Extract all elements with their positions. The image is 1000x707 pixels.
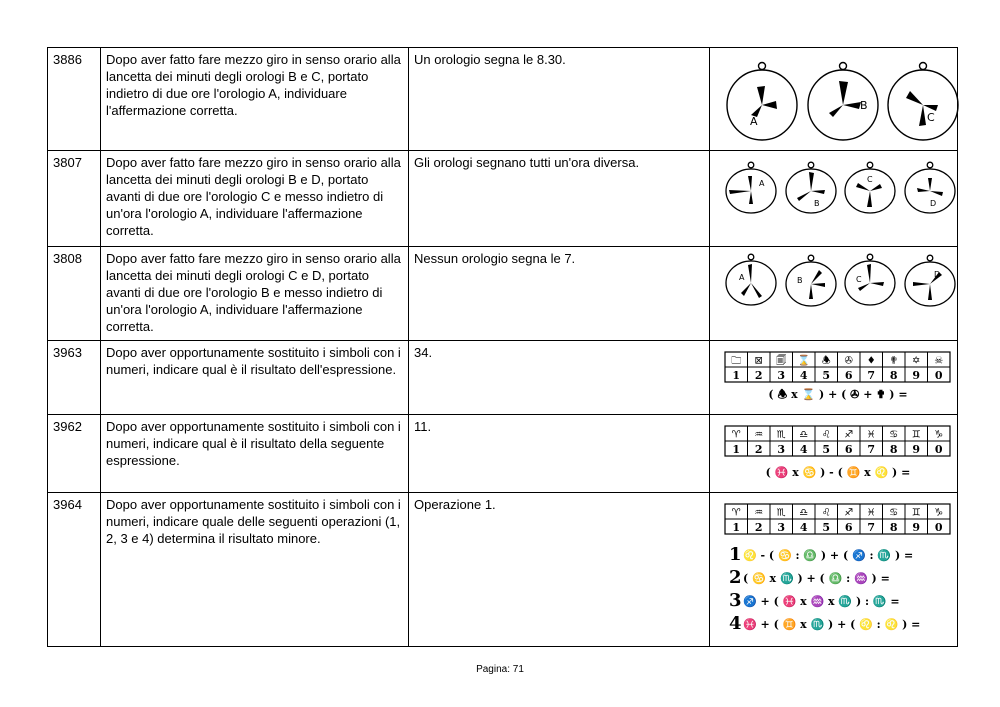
question-text: Dopo aver fatto fare mezzo giro in senso orario alla lancetta dei minuti degli orologi C e D, portato avanti di due ore l'orologio B e messo indietro di un'ora l'orologio A, individuare l'affermazione corretta. [101, 247, 409, 341]
table-row [48, 341, 958, 415]
symbol-cell: ♈ [731, 429, 741, 441]
question-id: 3964 [48, 493, 101, 647]
number-cell: 3 [777, 521, 786, 534]
table-row [48, 48, 958, 151]
number-cell: 1 [732, 521, 741, 534]
table-row [48, 151, 958, 247]
number-cell: 0 [934, 521, 943, 534]
question-id: 3807 [48, 151, 101, 247]
clocks-figure [710, 151, 958, 247]
operation-expression: ( ♋ x ♏ ) + ( ♎ : ♒ ) = [743, 572, 890, 585]
question-text: Dopo aver opportunamente sostituito i simboli con i numeri, indicare qual è il risultato dell'espressione. [101, 341, 409, 415]
clocks-illustration [715, 51, 962, 147]
symbol-table [715, 418, 962, 489]
number-cell: 7 [867, 369, 876, 382]
symbol-cell: ☠ [934, 355, 944, 367]
symbol-cell: ⊠ [754, 355, 763, 367]
answer-text: Un orologio segna le 8.30. [409, 48, 710, 151]
answer-text: 34. [409, 341, 710, 415]
symbol-figure [710, 415, 958, 493]
symbol-cell: ✇ [844, 355, 853, 367]
symbol-cell: ♐ [844, 507, 854, 519]
number-cell: 1 [732, 369, 741, 382]
symbol-cell: ♈ [731, 507, 741, 519]
symbol-cell: ♏ [776, 507, 786, 519]
question-id: 3808 [48, 247, 101, 341]
number-cell: 9 [912, 443, 921, 456]
symbol-table [715, 496, 962, 643]
operation-number: 4 [729, 613, 742, 634]
symbol-cell: ♏ [776, 429, 786, 441]
symbol-cell: ♑ [934, 429, 944, 441]
answer-text: 11. [409, 415, 710, 493]
number-cell: 6 [844, 521, 853, 534]
number-cell: 0 [934, 369, 943, 382]
number-cell: 3 [777, 443, 786, 456]
clock-label: C [927, 111, 935, 124]
operation-number: 1 [729, 544, 742, 565]
clock-label: D [930, 199, 937, 208]
clock-label: C [867, 175, 873, 184]
number-cell: 7 [867, 521, 876, 534]
symbol-cell: ♊ [911, 429, 921, 441]
symbol-cell: ♓ [866, 429, 876, 441]
table-row [48, 247, 958, 341]
number-cell: 8 [889, 443, 898, 456]
symbol-cell: ♦ [866, 355, 876, 367]
expression: ( ♓ x ♋ ) - ( ♊ x ♌ ) = [765, 466, 911, 479]
symbol-cell: ♎ [799, 429, 809, 441]
answer-text: Nessun orologio segna le 7. [409, 247, 710, 341]
clock-label: B [814, 199, 820, 208]
number-cell: 2 [754, 521, 763, 534]
number-cell: 1 [732, 443, 741, 456]
page-number: Pagina: 71 [476, 664, 524, 675]
symbol-cell: ♌ [821, 507, 831, 519]
question-text: Dopo aver fatto fare mezzo giro in senso orario alla lancetta dei minuti degli orologi B e D, portato avanti di due ore l'orologio C e messo indietro di un'ora l'orologio A, individuare l'affermazione corretta. [101, 151, 409, 247]
symbol-cell: ✟ [889, 355, 898, 367]
clocks-illustration [715, 154, 962, 243]
symbol-cell: ⌛ [797, 355, 810, 367]
clock-label: B [860, 99, 868, 112]
operation-expression: ♐ + ( ♓ x ♒ x ♏ ) : ♏ = [743, 595, 900, 608]
symbol-cell: 🕭 [821, 355, 831, 367]
number-cell: 8 [889, 369, 898, 382]
number-cell: 9 [912, 521, 921, 534]
question-id: 3886 [48, 48, 101, 151]
symbol-table [715, 344, 962, 411]
symbol-figure [710, 493, 958, 647]
number-cell: 9 [912, 369, 921, 382]
number-cell: 5 [822, 369, 831, 382]
symbol-cell: ♑ [934, 507, 944, 519]
number-cell: 0 [934, 443, 943, 456]
table-row [48, 493, 958, 647]
symbol-cell: ♋ [889, 507, 899, 519]
answer-text: Operazione 1. [409, 493, 710, 647]
question-id: 3962 [48, 415, 101, 493]
symbol-cell: 🗐 [776, 355, 787, 367]
number-cell: 2 [754, 369, 763, 382]
symbol-cell: ♒ [754, 507, 764, 519]
question-id: 3963 [48, 341, 101, 415]
clocks-figure [710, 48, 958, 151]
symbol-cell: ♌ [821, 429, 831, 441]
number-cell: 6 [844, 369, 853, 382]
clock-label: A [759, 179, 765, 188]
symbol-cell: 🗀 [731, 355, 742, 367]
expression: ( 🕭 x ⌛ ) + ( ✇ + ✟ ) = [768, 388, 908, 401]
symbol-cell: ♒ [754, 429, 764, 441]
number-cell: 4 [799, 521, 808, 534]
symbol-cell: ♐ [844, 429, 854, 441]
question-text: Dopo aver fatto fare mezzo giro in senso orario alla lancetta dei minuti degli orologi B e C, portato indietro di due ore l'orologio A, individuare l'affermazione corretta. [101, 48, 409, 151]
questions-table [47, 47, 958, 647]
symbol-figure [710, 341, 958, 415]
number-cell: 4 [799, 369, 808, 382]
question-text: Dopo aver opportunamente sostituito i simboli con i numeri, indicare quale delle seguenti operazioni (1, 2, 3 e 4) determina il risultato minore. [101, 493, 409, 647]
operation-number: 3 [729, 590, 742, 611]
number-cell: 8 [889, 521, 898, 534]
clock-label: B [797, 276, 803, 285]
number-cell: 6 [844, 443, 853, 456]
clock-label: D [934, 270, 941, 279]
operation-number: 2 [729, 567, 742, 588]
clocks-figure [710, 247, 958, 341]
number-cell: 7 [867, 443, 876, 456]
clocks-illustration [715, 250, 962, 337]
table-row [48, 415, 958, 493]
answer-text: Gli orologi segnano tutti un'ora diversa. [409, 151, 710, 247]
question-text: Dopo aver opportunamente sostituito i simboli con i numeri, indicare qual è il risultato della seguente espressione. [101, 415, 409, 493]
symbol-cell: ♋ [889, 429, 899, 441]
symbol-cell: ✡ [912, 355, 921, 367]
number-cell: 4 [799, 443, 808, 456]
clock-label: C [856, 275, 862, 284]
number-cell: 2 [754, 443, 763, 456]
clock-label: A [750, 115, 758, 128]
clock-label: A [739, 273, 745, 282]
operation-expression: ♌ - ( ♋ : ♎ ) + ( ♐ : ♏ ) = [743, 549, 914, 562]
number-cell: 3 [777, 369, 786, 382]
operation-expression: ♓ + ( ♊ x ♏ ) + ( ♌ : ♌ ) = [743, 618, 921, 631]
number-cell: 5 [822, 443, 831, 456]
symbol-cell: ♓ [866, 507, 876, 519]
symbol-cell: ♊ [911, 507, 921, 519]
symbol-cell: ♎ [799, 507, 809, 519]
number-cell: 5 [822, 521, 831, 534]
